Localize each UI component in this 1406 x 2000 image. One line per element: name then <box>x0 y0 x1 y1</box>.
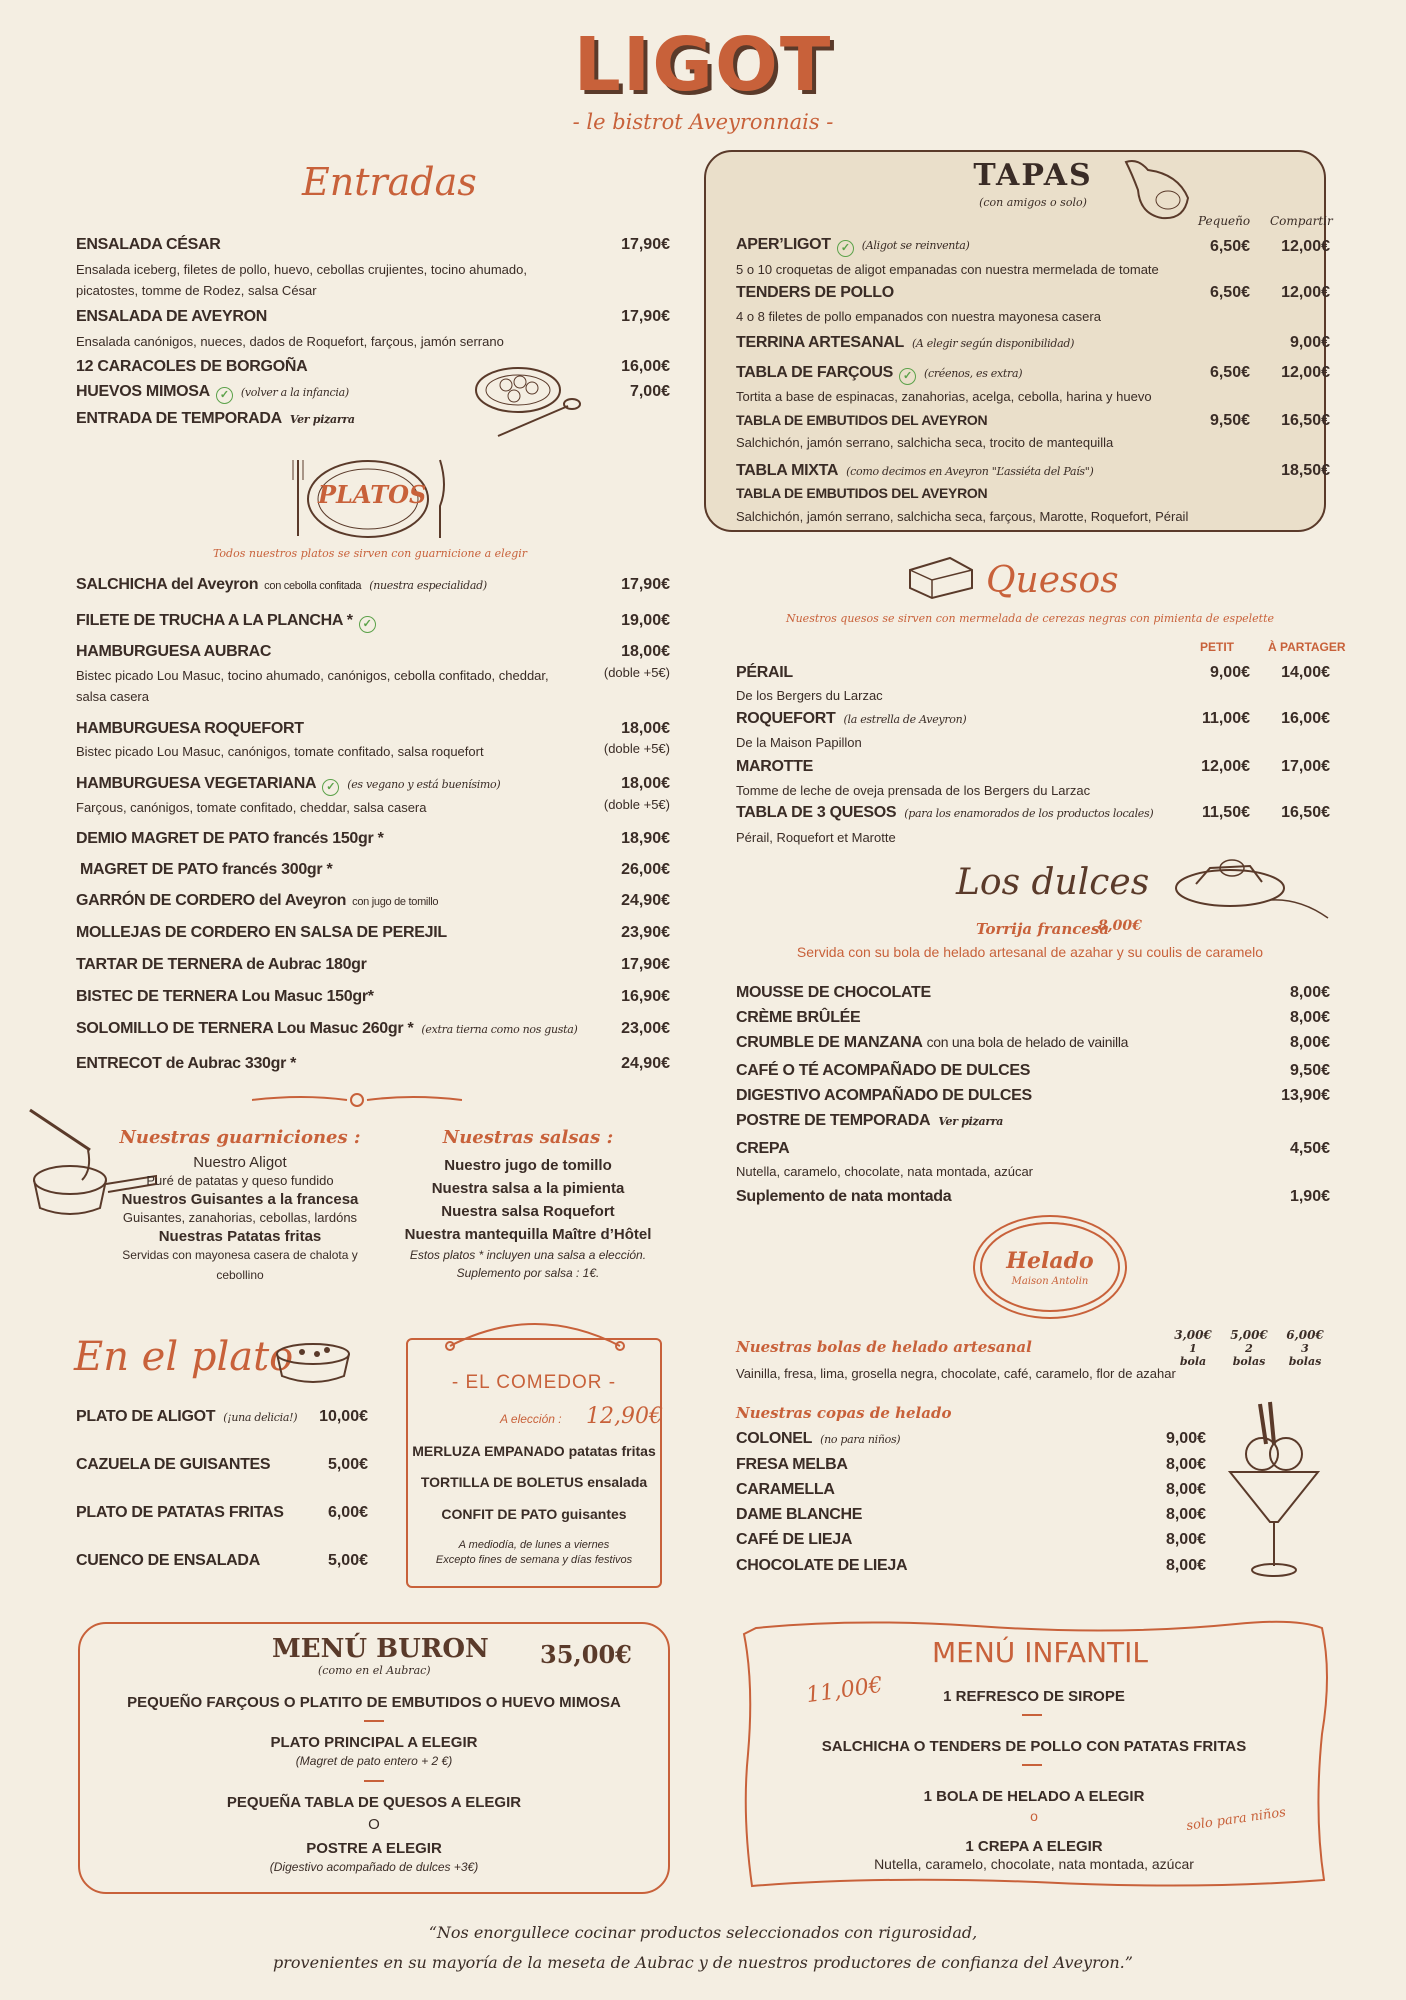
tapas-col-1: Pequeño <box>1198 214 1251 228</box>
snails-illustration <box>468 360 588 450</box>
dulces-item-4: CAFÉ O TÉ ACOMPAÑADO DE DULCES <box>736 1062 1031 1079</box>
copas-item-4-price: 8,00€ <box>1165 1506 1206 1523</box>
cheese-illustration <box>906 552 976 602</box>
tapas-item-6-sub: TABLA DE EMBUTIDOS DEL AVEYRON <box>736 485 988 501</box>
brand-logo: LIGOT <box>573 22 833 108</box>
infantil-line-3: 1 BOLA DE HELADO A ELEGIR <box>923 1788 1145 1805</box>
quesos-item-3-p2: 17,00€ <box>1281 758 1330 775</box>
buron-subtitle: (como en el Aubrac) <box>318 1664 431 1677</box>
tapas-item-4: TABLA DE FARÇOUS ✓ (créenos, es extra) <box>736 364 1022 385</box>
entradas-item-1: ENSALADA CÉSAR 17,90€ <box>76 236 670 253</box>
tapas-item-1-p2: 12,00€ <box>1281 238 1330 255</box>
ornament-divider <box>252 1090 462 1110</box>
dulces-item-2: CRÈME BRÛLÉE <box>736 1009 861 1026</box>
buron-line-2: PLATO PRINCIPAL A ELEGIR <box>270 1734 478 1751</box>
dulces-item-7: CREPA <box>736 1140 790 1157</box>
dulces-title: Los dulces <box>956 862 1150 903</box>
infantil-or: o <box>1030 1808 1038 1824</box>
brand-tagline: - le bistrot Aveyronnais - <box>572 110 834 134</box>
copas-item-3: CARAMELLA <box>736 1481 835 1498</box>
buron-divider-1 <box>364 1720 384 1722</box>
torrija-price: 8,00€ <box>1098 918 1142 934</box>
quesos-item-2-desc: De la Maison Papillon <box>736 735 862 750</box>
buron-price: 35,00€ <box>540 1640 632 1669</box>
quesos-item-1-p1: 9,00€ <box>1209 664 1250 681</box>
platos-item-13: ENTRECOT de Aubrac 330gr * 24,90€ <box>76 1055 670 1072</box>
dulces-item-3: CRUMBLE DE MANZANA con una bola de helado de vainilla <box>736 1034 1129 1051</box>
comedor-item-3: CONFIT DE PATO guisantes <box>441 1506 627 1522</box>
helado-maker: Maison Antolin <box>1011 1276 1089 1287</box>
tapas-item-2: TENDERS DE POLLO <box>736 284 894 301</box>
platos-item-5-desc: Farçous, canónigos, tomate confitado, cheddar, salsa casera <box>76 800 427 815</box>
hanging-string <box>440 1312 630 1352</box>
infantil-title: MENÚ INFANTIL <box>932 1636 1148 1669</box>
platos-item-10: TARTAR DE TERNERA de Aubrac 180gr 17,90€ <box>76 956 670 973</box>
tapas-item-3: TERRINA ARTESANAL (A elegir según disponibilidad) <box>736 334 1075 351</box>
platos-item-4-desc: Bistec picado Lou Masuc, canónigos, tomate confitado, salsa roquefort <box>76 744 484 759</box>
dulces-item-7-price: 4,50€ <box>1289 1140 1330 1157</box>
sundae-illustration <box>1224 1398 1324 1582</box>
quesos-item-3-desc: Tomme de leche de oveja prensada de los Bergers du Larzac <box>736 783 1091 798</box>
buron-divider-2 <box>364 1780 384 1782</box>
tapas-item-1-p1: 6,50€ <box>1209 238 1250 255</box>
quesos-item-4-desc: Pérail, Roquefort et Marotte <box>736 830 896 845</box>
quesos-item-3-p1: 12,00€ <box>1201 758 1250 775</box>
buron-line-4b: (Digestivo acompañado de dulces +3€) <box>269 1860 479 1874</box>
dulces-item-5: DIGESTIVO ACOMPAÑADO DE DULCES <box>736 1087 1032 1104</box>
dulces-item-1: MOUSSE DE CHOCOLATE <box>736 984 931 1001</box>
dulces-item-2-price: 8,00€ <box>1289 1009 1330 1026</box>
tapas-item-5-desc: Salchichón, jamón serrano, salchicha seca, trocito de mantequilla <box>736 435 1114 450</box>
plato-item-1: PLATO DE ALIGOT (¡una delicia!) 10,00€ <box>76 1408 368 1425</box>
comedor-foot: A mediodía, de lunes a viernes Excepto fines de semana y días festivos <box>435 1539 633 1566</box>
plato-item-3: PLATO DE PATATAS FRITAS 6,00€ <box>76 1504 368 1521</box>
platos-item-4-extra: (doble +5€) <box>603 741 670 756</box>
platos-item-6: DEMIO MAGRET DE PATO francés 150gr * 18,90€ <box>76 830 670 847</box>
helado-price-3: 6,00€ 3 bolas <box>1286 1328 1324 1368</box>
buron-line-3: PEQUEÑA TABLA DE QUESOS A ELEGIR <box>226 1794 522 1811</box>
tapas-subtitle: (con amigos o solo) <box>979 196 1087 209</box>
entradas-item-3: 12 CARACOLES DE BORGOÑA 16,00€ <box>76 358 670 375</box>
helado-price-2: 5,00€ 2 bolas <box>1230 1328 1268 1368</box>
copas-item-6: CHOCOLATE DE LIEJA <box>736 1557 908 1574</box>
ham-illustration <box>1118 154 1198 224</box>
tapas-item-2-p2: 12,00€ <box>1281 284 1330 301</box>
quesos-item-2-p1: 11,00€ <box>1201 710 1250 727</box>
tapas-item-1-desc: 5 o 10 croquetas de aligot empanadas con nuestra mermelada de tomate <box>736 262 1159 277</box>
quesos-item-3: MAROTTE <box>736 758 814 775</box>
salsas-block: Nuestras salsas : Nuestro jugo de tomillo Nuestra salsa a la pimienta Nuestra salsa Roquefort Nuestra mantequilla Maître d’Hôtel Estos platos * incluyen una salsa a elección. Suplemento por salsa : 1€. <box>404 1127 652 1280</box>
dulces-item-6: POSTRE DE TEMPORADA Ver pizarra <box>736 1112 1004 1129</box>
entradas-title: Entradas <box>302 160 477 204</box>
tapas-item-6-desc: Salchichón, jamón serrano, salchicha seca, farçous, Marotte, Roquefort, Pérail <box>736 509 1189 524</box>
helado-price-1: 3,00€ 1 bola <box>1174 1328 1212 1368</box>
check-icon: ✓ <box>899 368 916 385</box>
platos-item-2: FILETE DE TRUCHA A LA PLANCHA * ✓ 19,00€ <box>76 612 670 633</box>
platos-item-5-extra: (doble +5€) <box>603 797 670 812</box>
buron-line-4: POSTRE A ELEGIR <box>306 1840 442 1857</box>
guarniciones-block: Nuestras guarniciones : Nuestro Aligot Puré de patatas y queso fundido Nuestros Guisantes a la francesa Guisantes, zanahorias, cebollas, lardóns Nuestras Patatas fritas Servidas con mayonesa casera de chalota y cebollino <box>119 1127 361 1282</box>
entradas-item-2-desc: Ensalada canónigos, nueces, dados de Roquefort, farçous, jamón serrano <box>76 334 504 349</box>
bolas-title: Nuestras bolas de helado artesanal <box>736 1338 1032 1356</box>
torrija-label: Torrija francesa <box>976 920 1110 938</box>
copas-item-6-price: 8,00€ <box>1165 1557 1206 1574</box>
infantil-line-2: SALCHICHA O TENDERS DE POLLO CON PATATAS FRITAS <box>821 1738 1247 1755</box>
infantil-price: 11,00€ <box>804 1672 885 1709</box>
platos-item-11: BISTEC DE TERNERA Lou Masuc 150gr* 16,90€ <box>76 988 670 1005</box>
dulces-item-4-price: 9,50€ <box>1289 1062 1330 1079</box>
copas-item-1-price: 9,00€ <box>1165 1430 1206 1447</box>
entradas-item-4: HUEVOS MIMOSA ✓ (volver a la infancia) 7,00€ <box>76 383 670 404</box>
french-toast-illustration <box>1170 848 1330 930</box>
copas-item-4: DAME BLANCHE <box>736 1506 863 1523</box>
dulces-item-8-price: 1,90€ <box>1289 1188 1330 1205</box>
quesos-col-2: À PARTAGER <box>1268 640 1346 654</box>
buron-line-2b: (Magret de pato entero + 2 €) <box>295 1754 453 1768</box>
tapas-item-4-p2: 12,00€ <box>1281 364 1330 381</box>
platos-item-12: SOLOMILLO DE TERNERA Lou Masuc 260gr * (extra tierna como nos gusta) 23,00€ <box>76 1020 670 1037</box>
casserole-illustration <box>272 1338 354 1388</box>
helado-title: Helado <box>1006 1248 1094 1274</box>
copas-title: Nuestras copas de helado <box>736 1404 952 1422</box>
check-icon: ✓ <box>216 387 233 404</box>
comedor-title: - EL COMEDOR - <box>451 1372 617 1393</box>
copas-item-5: CAFÉ DE LIEJA <box>736 1531 853 1548</box>
quesos-item-4-p2: 16,50€ <box>1281 804 1330 821</box>
infantil-note: solo para niños <box>1185 1805 1287 1834</box>
tapas-title: TAPAS <box>973 158 1093 193</box>
plato-item-2: CAZUELA DE GUISANTES 5,00€ <box>76 1456 368 1473</box>
platos-title: PLATOS <box>318 480 427 509</box>
infantil-divider-2 <box>1022 1764 1042 1766</box>
tapas-item-3-p2: 9,00€ <box>1289 334 1330 351</box>
comedor-choice: A elección : <box>500 1412 562 1426</box>
entradas-item-2: ENSALADA DE AVEYRON 17,90€ <box>76 308 670 325</box>
tapas-item-6: TABLA MIXTA (como decimos en Aveyron "L’assiéta del País") <box>736 462 1094 479</box>
copas-item-2-price: 8,00€ <box>1165 1456 1206 1473</box>
buron-line-1: PEQUEÑO FARÇOUS O PLATITO DE EMBUTIDOS O HUEVO MIMOSA <box>127 1694 621 1711</box>
en-el-plato-title: En el plato <box>74 1334 294 1380</box>
quesos-item-1-desc: De los Bergers du Larzac <box>736 688 883 703</box>
quesos-item-1: PÉRAIL <box>736 664 793 681</box>
quesos-item-2: ROQUEFORT (la estrella de Aveyron) <box>736 710 967 727</box>
tapas-item-4-p1: 6,50€ <box>1209 364 1250 381</box>
tapas-item-5: TABLA DE EMBUTIDOS DEL AVEYRON <box>736 412 988 428</box>
platos-subtitle: Todos nuestros platos se sirven con guarnicione a elegir <box>212 547 528 560</box>
platos-item-4: HAMBURGUESA ROQUEFORT 18,00€ <box>76 720 670 737</box>
plato-item-4: CUENCO DE ENSALADA 5,00€ <box>76 1552 368 1569</box>
quesos-title: Quesos <box>986 560 1119 601</box>
entradas-item-1-desc: Ensalada iceberg, filetes de pollo, huevo, cebollas crujientes, tocino ahumado, picatostes, tomme de Rodez, salsa César <box>76 262 527 298</box>
platos-item-9: MOLLEJAS DE CORDERO EN SALSA DE PEREJIL 23,90€ <box>76 924 670 941</box>
tapas-col-2: Compartir <box>1270 214 1333 228</box>
dulces-item-3-price: 8,00€ <box>1289 1034 1330 1051</box>
buron-or: O <box>368 1816 380 1833</box>
comedor-item-2: TORTILLA DE BOLETUS ensalada <box>420 1474 648 1490</box>
tapas-item-2-desc: 4 o 8 filetes de pollo empanados con nuestra mayonesa casera <box>736 309 1101 324</box>
torrija-desc: Servida con su bola de helado artesanal de azahar y su coulis de caramelo <box>796 944 1264 960</box>
dulces-item-5-price: 13,90€ <box>1281 1087 1330 1104</box>
quesos-item-2-p2: 16,00€ <box>1281 710 1330 727</box>
dulces-item-8: Suplemento de nata montada <box>736 1188 952 1205</box>
infantil-divider-1 <box>1022 1714 1042 1716</box>
entradas-item-5: ENTRADA DE TEMPORADA Ver pizarra <box>76 410 355 427</box>
footer-quote: “Nos enorgullece cocinar productos seleccionados con rigurosidad, provenientes en su mayoría de la meseta de Aubrac y de nuestros productores de confianza del Aveyron.” <box>273 1923 1133 1972</box>
platos-item-3: HAMBURGUESA AUBRAC 18,00€ <box>76 643 670 660</box>
check-icon: ✓ <box>322 779 339 796</box>
quesos-item-4-p1: 11,50€ <box>1201 804 1250 821</box>
tapas-item-2-p1: 6,50€ <box>1209 284 1250 301</box>
tapas-item-6-p2: 18,50€ <box>1281 462 1330 479</box>
check-icon: ✓ <box>837 240 854 257</box>
tapas-item-1: APER’LIGOT ✓ (Aligot se reinventa) <box>736 236 969 257</box>
platos-item-5: HAMBURGUESA VEGETARIANA ✓ (es vegano y está buenísimo) 18,00€ <box>76 775 670 796</box>
platos-item-7: MAGRET DE PATO francés 300gr * 26,00€ <box>80 861 670 878</box>
quesos-item-1-p2: 14,00€ <box>1281 664 1330 681</box>
platos-item-1: SALCHICHA del Aveyron con cebolla confitada (nuestra especialidad) 17,90€ <box>76 576 670 593</box>
infantil-line-4b: Nutella, caramelo, chocolate, nata montada, azúcar <box>874 1856 1194 1872</box>
check-icon: ✓ <box>359 616 376 633</box>
quesos-subtitle: Nuestros quesos se sirven con mermelada de cerezas negras con pimienta de espelette <box>785 612 1275 625</box>
tapas-item-5-p2: 16,50€ <box>1281 412 1330 429</box>
quesos-col-1: PETIT <box>1200 640 1235 654</box>
comedor-item-1: MERLUZA EMPANADO patatas fritas <box>412 1443 656 1459</box>
bolas-desc: Vainilla, fresa, lima, grosella negra, chocolate, café, caramelo, flor de azahar <box>736 1366 1176 1381</box>
dulces-item-7-desc: Nutella, caramelo, chocolate, nata montada, azúcar <box>736 1164 1034 1179</box>
platos-item-3-desc: Bistec picado Lou Masuc, tocino ahumado, canónigos, cebolla confitado, cheddar, salsa casera <box>76 668 549 704</box>
buron-title: MENÚ BURON <box>272 1634 489 1664</box>
comedor-price: 12,90€ <box>586 1404 663 1429</box>
infantil-line-1: 1 REFRESCO DE SIROPE <box>943 1688 1125 1705</box>
quesos-item-4: TABLA DE 3 QUESOS (para los enamorados de los productos locales) <box>736 804 1154 821</box>
infantil-line-4: 1 CREPA A ELEGIR <box>965 1838 1103 1855</box>
copas-item-2: FRESA MELBA <box>736 1456 848 1473</box>
copas-item-5-price: 8,00€ <box>1165 1531 1206 1548</box>
copas-item-3-price: 8,00€ <box>1165 1481 1206 1498</box>
tapas-item-5-p1: 9,50€ <box>1209 412 1250 429</box>
copas-item-1: COLONEL (no para niños) <box>736 1430 901 1447</box>
platos-item-3-extra: (doble +5€) <box>603 665 670 680</box>
tapas-item-4-desc: Tortita a base de espinacas, zanahorias, acelga, cebolla, harina y huevo <box>736 389 1152 404</box>
platos-item-8: GARRÓN DE CORDERO del Aveyron con jugo de tomillo 24,90€ <box>76 892 670 909</box>
dulces-item-1-price: 8,00€ <box>1289 984 1330 1001</box>
